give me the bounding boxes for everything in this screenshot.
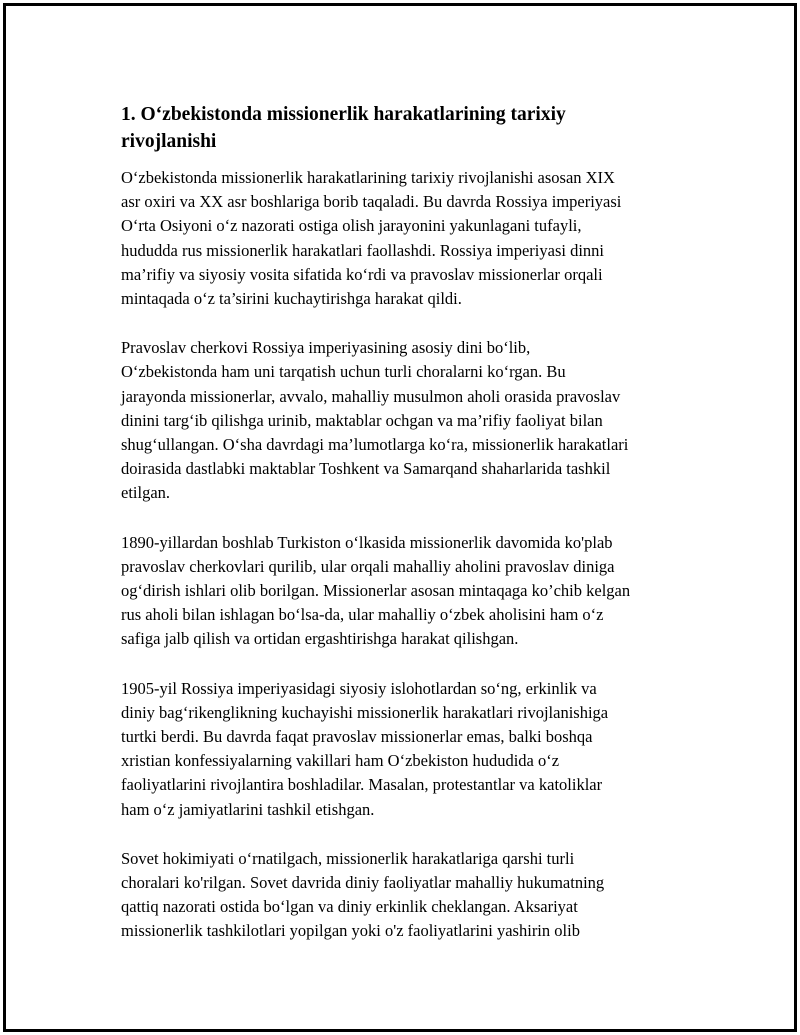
paragraph [121, 847, 701, 944]
text-line: faoliyatlarini rivojlantira boshladilar. Masalan, protestantlar va katoliklar [121, 775, 603, 795]
text-line: etilgan. [121, 483, 171, 503]
document-page [3, 3, 797, 1032]
text-line: xristian konfessiyalarning vakillari ham O‘zbekiston hududida o‘z [121, 751, 560, 771]
text-line: O‘zbekistonda ham uni tarqatish uchun turli choralarni ko‘rgan. Bu [121, 362, 566, 382]
text-line: O‘rta Osiyoni o‘z nazorati ostiga olish jarayonini yakunlagani tufayli, [121, 216, 582, 236]
text-line: jarayonda missionerlar, avvalo, mahalliy musulmon aholi orasida pravoslav [121, 386, 621, 406]
text-line: rus aholi bilan ishlagan bo‘lsa-da, ular mahalliy o‘zbek aholisini ham o‘z [121, 605, 604, 625]
text-line: shug‘ullangan. O‘sha davrdagi ma’lumotlarga ko‘ra, missionerlik harakatlari [121, 435, 629, 455]
text-line: hududda rus missionerlik harakatlari faollashdi. Rossiya imperiyasi dinni [121, 240, 604, 260]
text-line: choralari ko'rilgan. Sovet davrida diniy faoliyatlar mahalliy hukumatning [121, 873, 605, 893]
text-line: ma’rifiy va siyosiy vosita sifatida ko‘rdi va pravoslav missionerlar orqali [121, 264, 603, 284]
text-line: 1890-yillardan boshlab Turkiston o‘lkasida missionerlik davomida ko'plab [121, 532, 613, 552]
text-line: dinini targ‘ib qilishga urinib, maktablar ochgan va ma’rifiy faoliyat bilan [121, 410, 603, 430]
text-line: qattiq nazorati ostida bo‘lgan va diniy erkinlik cheklangan. Aksariyat [121, 897, 578, 917]
text-line: og‘dirish ishlari olib borilgan. Missionerlar asosan mintaqaga ko’chib kelgan [121, 581, 631, 601]
heading-line: rivojlanishi [121, 131, 217, 152]
paragraph [121, 166, 701, 311]
text-line: O‘zbekistonda missionerlik harakatlarining tarixiy rivojlanishi asosan XIX [121, 168, 615, 187]
text-line: asr oxiri va XX asr boshlariga borib taqaladi. Bu davrda Rossiya imperiyasi [121, 192, 622, 212]
paragraph [121, 677, 701, 822]
text-line: missionerlik tashkilotlari yopilgan yoki o'z faoliyatlarini yashirin olib [121, 921, 580, 941]
text-line: turtki berdi. Bu davrda faqat pravoslav missionerlar emas, balki boshqa [121, 727, 593, 747]
text-line: pravoslav cherkovlari qurilib, ular orqali mahalliy aholini pravoslav diniga [121, 556, 615, 576]
text-line: 1905-yil Rossiya imperiyasidagi siyosiy islohotlardan so‘ng, erkinlik va [121, 678, 597, 698]
section-heading [121, 101, 701, 155]
text-line: safiga jalb qilish va ortidan ergashtirishga harakat qilishgan. [121, 629, 519, 649]
text-line: Pravoslav cherkovi Rossiya imperiyasining asosiy dini bo‘lib, [121, 338, 531, 358]
text-line: ham o‘z jamiyatlarini tashkil etishgan. [121, 799, 375, 819]
paragraph [121, 336, 701, 505]
text-line: diniy bag‘rikenglikning kuchayishi missionerlik harakatlari rivojlanishiga [121, 702, 609, 722]
text-line: mintaqada o‘z ta’sirini kuchaytirishga harakat qildi. [121, 289, 462, 309]
text-line: doirasida dastlabki maktablar Toshkent va Samarqand shaharlarida tashkil [121, 459, 611, 479]
document-body [121, 101, 701, 969]
text-line: Sovet hokimiyati o‘rnatilgach, missionerlik harakatlariga qarshi turli [121, 848, 575, 868]
paragraph [121, 531, 701, 652]
heading-line: 1. O‘zbekistonda missionerlik harakatlarining tarixiy [121, 104, 566, 125]
